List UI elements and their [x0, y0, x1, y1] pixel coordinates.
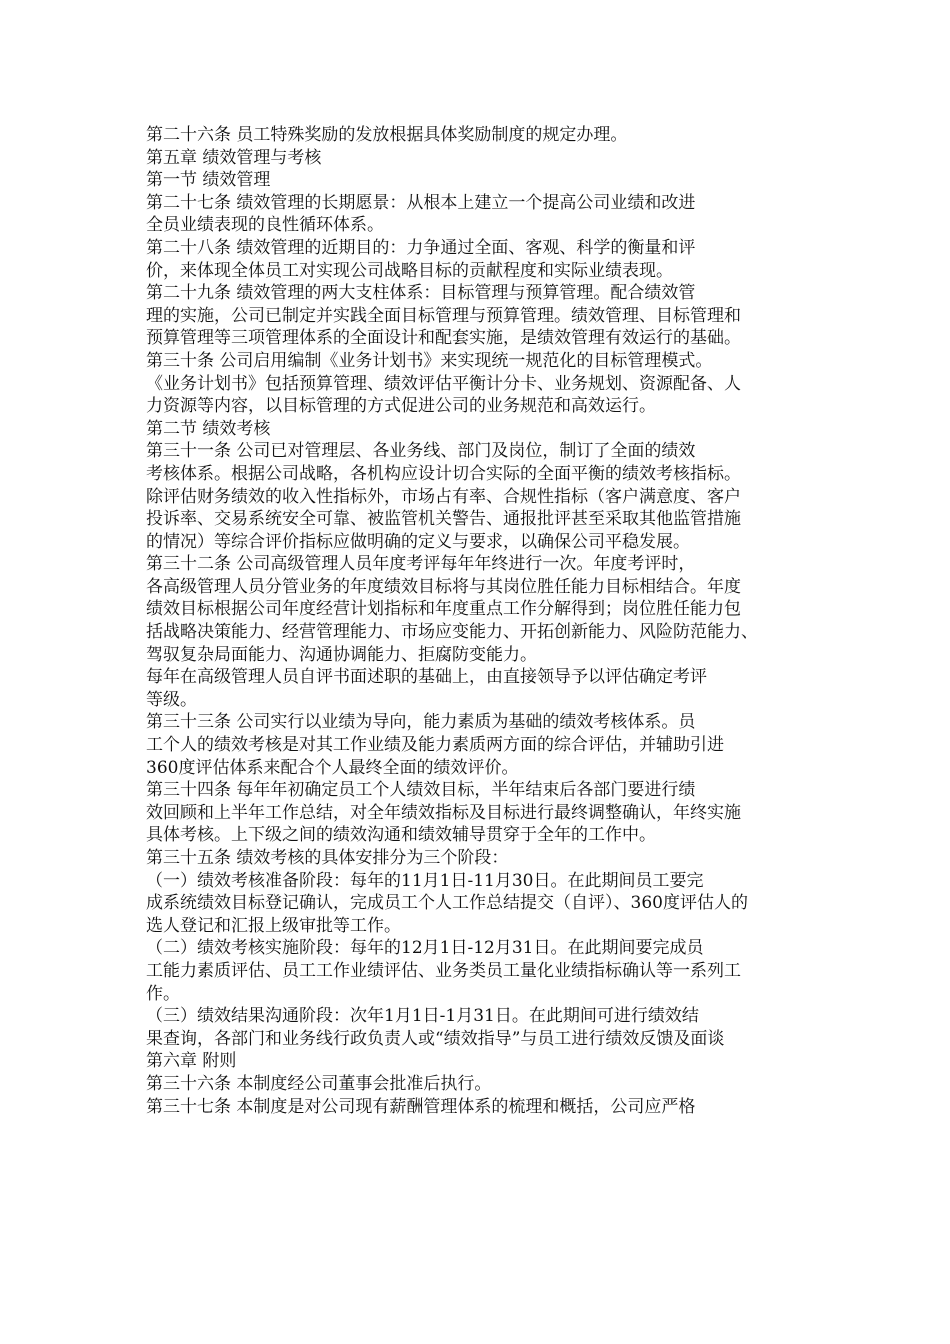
- text-line: 括战略决策能力、经营管理能力、市场应变能力、开拓创新能力、风险防范能力、: [146, 622, 758, 643]
- text-line: 第六章 附则: [146, 1051, 237, 1072]
- text-line: 力资源等内容，以目标管理的方式促进公司的业务规范和高效运行。: [146, 396, 656, 417]
- text-line: （三）绩效结果沟通阶段：次年1月1日-1月31日。在此期间可进行绩效结: [146, 1006, 699, 1027]
- text-line: 选人登记和汇报上级审批等工作。: [146, 915, 401, 936]
- text-line: 作。: [146, 983, 180, 1004]
- text-line: 第二十七条 绩效管理的长期愿景：从根本上建立一个提高公司业绩和改进: [146, 192, 696, 213]
- document-body: [146, 124, 814, 1118]
- text-line: 第二十八条 绩效管理的近期目的：力争通过全面、客观、科学的衡量和评: [146, 237, 696, 258]
- text-line: 第三十二条 公司高级管理人员年度考评每年年终进行一次。年度考评时，: [146, 554, 696, 575]
- text-line: 第三十六条 本制度经公司董事会批准后执行。: [146, 1073, 492, 1094]
- text-line: 各高级管理人员分管业务的年度绩效目标将与其岗位胜任能力目标相结合。年度: [146, 576, 741, 597]
- text-line: 预算管理等三项管理体系的全面设计和配套实施，是绩效管理有效运行的基础。: [146, 328, 741, 349]
- text-line: 第五章 绩效管理与考核: [146, 147, 322, 168]
- text-line: 《业务计划书》包括预算管理、绩效评估平衡计分卡、业务规划、资源配备、人: [146, 373, 741, 394]
- text-line: 投诉率、交易系统安全可靠、被监管机关警告、通报批评甚至采取其他监管措施: [146, 509, 741, 530]
- text-line: 具体考核。上下级之间的绩效沟通和绩效辅导贯穿于全年的工作中。: [146, 825, 656, 846]
- text-line: 每年在高级管理人员自评书面述职的基础上，由直接领导予以评估确定考评: [146, 667, 707, 688]
- text-line: （一）绩效考核准备阶段：每年的11月1日-11月30日。在此期间员工要完: [146, 870, 704, 891]
- text-line: 效回顾和上半年工作总结，对全年绩效指标及目标进行最终调整确认，年终实施: [146, 802, 741, 823]
- text-line: 等级。: [146, 689, 197, 710]
- text-line: 360度评估体系来配合个人最终全面的绩效评价。: [146, 757, 519, 778]
- text-line: 第三十五条 绩效考核的具体安排分为三个阶段：: [146, 848, 509, 868]
- text-line: 工能力素质评估、员工工作业绩评估、业务类员工量化业绩指标确认等一系列工: [146, 960, 741, 981]
- text-line: 全员业绩表现的良性循环体系。: [146, 215, 384, 236]
- text-line: 绩效目标根据公司年度经营计划指标和年度重点工作分解得到；岗位胜任能力包: [146, 599, 741, 620]
- text-line: 第三十三条 公司实行以业绩为导向，能力素质为基础的绩效考核体系。员: [146, 712, 696, 733]
- text-line: 工个人的绩效考核是对其工作业绩及能力素质两方面的综合评估，并辅助引进: [146, 735, 724, 756]
- text-line: 理的实施，公司已制定并实践全面目标管理与预算管理。绩效管理、目标管理和: [146, 305, 741, 326]
- text-line: 第三十七条 本制度是对公司现有薪酬管理体系的梳理和概括，公司应严格: [146, 1096, 696, 1117]
- text-line: 的情况）等综合评价指标应做明确的定义与要求，以确保公司平稳发展。: [146, 531, 690, 552]
- text-line: 第一节 绩效管理: [146, 170, 271, 191]
- text-line: （二）绩效考核实施阶段：每年的12月1日-12月31日。在此期间要完成员: [146, 938, 704, 959]
- text-line: 果查询，各部门和业务线行政负责人或“绩效指导”与员工进行绩效反馈及面谈: [146, 1028, 725, 1049]
- text-line: 驾驭复杂局面能力、沟通协调能力、拒腐防变能力。: [146, 644, 537, 665]
- text-line: 第二十九条 绩效管理的两大支柱体系：目标管理与预算管理。配合绩效管: [146, 283, 696, 304]
- text-line: 成系统绩效目标登记确认，完成员工个人工作总结提交（自评）、360度评估人的: [146, 893, 748, 914]
- text-line: 除评估财务绩效的收入性指标外，市场占有率、合规性指标（客户满意度、客户: [146, 486, 741, 507]
- text-line: 价，来体现全体员工对实现公司战略目标的贡献程度和实际业绩表现。: [146, 260, 673, 281]
- text-line: 第三十条 公司启用编制《业务计划书》来实现统一规范化的目标管理模式。: [146, 350, 713, 371]
- text-line: 第三十一条 公司已对管理层、各业务线、部门及岗位，制订了全面的绩效: [146, 441, 696, 462]
- text-line: 第二节 绩效考核: [146, 418, 271, 439]
- text-line: 第三十四条 每年年初确定员工个人绩效目标，半年结束后各部门要进行绩: [146, 780, 696, 801]
- text-line: 考核体系。根据公司战略，各机构应设计切合实际的全面平衡的绩效考核指标。: [146, 463, 741, 484]
- text-line: 第二十六条 员工特殊奖励的发放根据具体奖励制度的规定办理。: [146, 125, 628, 145]
